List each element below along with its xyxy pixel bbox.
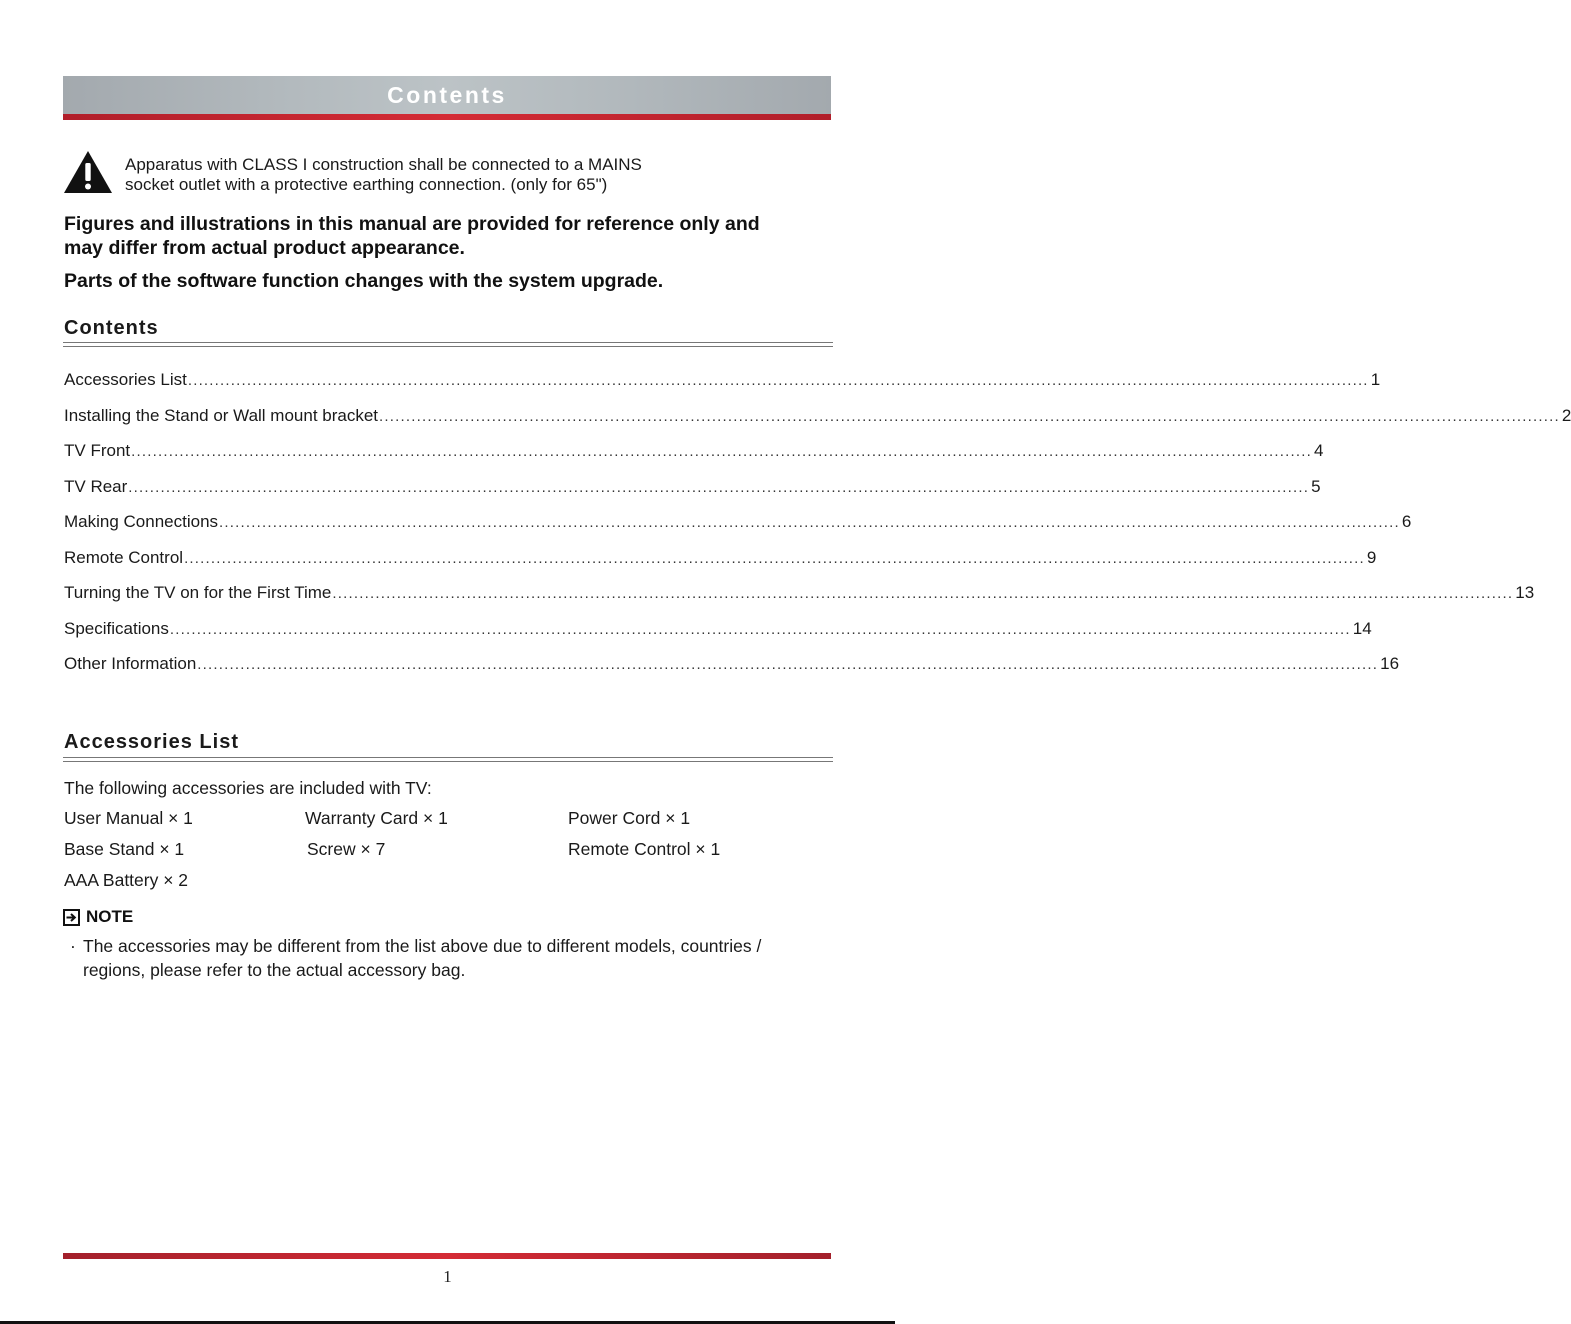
accessory-item: Base Stand × 1 xyxy=(64,839,185,859)
toc-row[interactable] xyxy=(64,475,1321,497)
toc-leader-dots: ............................................................................................................................................................................................................................ xyxy=(219,514,1400,531)
toc-leader-dots: ............................................................................................................................................................................................................................ xyxy=(332,585,1514,602)
page-title: Contents xyxy=(387,81,507,108)
header-underline xyxy=(63,114,831,120)
note-line-1: The accessories may be different from the list above due to different models, countries / xyxy=(83,936,762,956)
toc-row[interactable] xyxy=(64,546,1377,568)
disclaimer-software xyxy=(64,269,663,293)
toc-label: Turning the TV on for the First Time xyxy=(64,583,332,602)
disclaimer-figures xyxy=(64,212,760,260)
disclaimer-line-2: may differ from actual product appearance. xyxy=(64,237,465,259)
toc-page-number: 6 xyxy=(1401,512,1412,531)
toc-row[interactable] xyxy=(64,439,1324,461)
toc-leader-dots: ............................................................................................................................................................................................................................ xyxy=(184,549,1365,567)
warning-line-2: socket outlet with a protective earthing connection. (only for 65") xyxy=(125,175,608,194)
disclaimer-line-3: Parts of the software function changes with the system upgrade. xyxy=(64,270,664,292)
toc-leader-dots: ............................................................................................................................................................................................................................ xyxy=(197,656,1379,673)
accessory-item: AAA Battery × 2 xyxy=(64,870,189,890)
toc-label: Other Information xyxy=(64,654,197,673)
accessory-item: Remote Control × 1 xyxy=(568,839,721,859)
toc-page-number: 14 xyxy=(1352,618,1372,638)
accessories-intro: The following accessories are included with TV: xyxy=(64,778,432,798)
toc-page-number: 2 xyxy=(1561,405,1571,425)
toc-label: TV Rear xyxy=(64,476,128,496)
toc-label: Accessories List xyxy=(64,370,187,389)
toc-page-number: 1 xyxy=(1370,370,1381,389)
warning-text xyxy=(125,155,642,195)
toc-row[interactable] xyxy=(64,652,1400,674)
toc-row[interactable] xyxy=(64,404,1571,426)
note-bullet: · xyxy=(70,936,76,956)
accessory-item: Screw × 7 xyxy=(307,839,386,859)
accessories-rule xyxy=(63,757,833,762)
toc-page-number: 5 xyxy=(1311,476,1321,496)
toc-row[interactable] xyxy=(64,510,1412,532)
warning-line-1: Apparatus with CLASS I construction shall be connected to a MAINS xyxy=(125,155,642,174)
toc-label: Specifications xyxy=(64,618,169,638)
toc-page-number: 9 xyxy=(1366,547,1377,567)
toc-page-number: 16 xyxy=(1380,654,1400,673)
accessory-item: Warranty Card × 1 xyxy=(305,808,448,828)
toc-row[interactable] xyxy=(64,617,1372,639)
toc-page-number: 13 xyxy=(1515,583,1535,602)
toc-label: TV Front xyxy=(64,441,131,460)
toc-page-number: 4 xyxy=(1313,441,1324,460)
toc-row[interactable] xyxy=(64,581,1535,603)
footer-rule xyxy=(63,1253,831,1259)
warning-triangle-icon xyxy=(63,150,113,194)
toc-leader-dots: ............................................................................................................................................................................................................................ xyxy=(131,443,1312,460)
note-arrow-icon xyxy=(63,909,80,926)
accessory-item: User Manual × 1 xyxy=(64,808,193,828)
note-text xyxy=(83,934,761,982)
note-label: NOTE xyxy=(86,907,134,926)
contents-heading: Contents xyxy=(64,317,159,339)
toc-leader-dots: ............................................................................................................................................................................................................................ xyxy=(169,620,1351,638)
toc-leader-dots: ............................................................................................................................................................................................................................ xyxy=(379,407,1560,425)
toc-label: Remote Control xyxy=(64,547,184,567)
header-banner xyxy=(63,76,831,114)
page-number: 1 xyxy=(443,1267,452,1286)
contents-rule xyxy=(63,342,833,347)
note-header xyxy=(63,907,133,927)
toc-label: Making Connections xyxy=(64,512,219,531)
accessories-heading: Accessories List xyxy=(64,731,239,753)
toc-row[interactable] xyxy=(64,368,1381,390)
toc-leader-dots: ............................................................................................................................................................................................................................ xyxy=(187,372,1369,389)
safety-warning xyxy=(63,150,833,196)
note-line-2: regions, please refer to the actual accessory bag. xyxy=(83,960,466,980)
toc-leader-dots: ............................................................................................................................................................................................................................ xyxy=(128,478,1310,496)
disclaimer-line-1: Figures and illustrations in this manual are provided for reference only and xyxy=(64,213,760,235)
accessory-item: Power Cord × 1 xyxy=(568,808,691,828)
toc-label: Installing the Stand or Wall mount bracket xyxy=(64,405,379,425)
